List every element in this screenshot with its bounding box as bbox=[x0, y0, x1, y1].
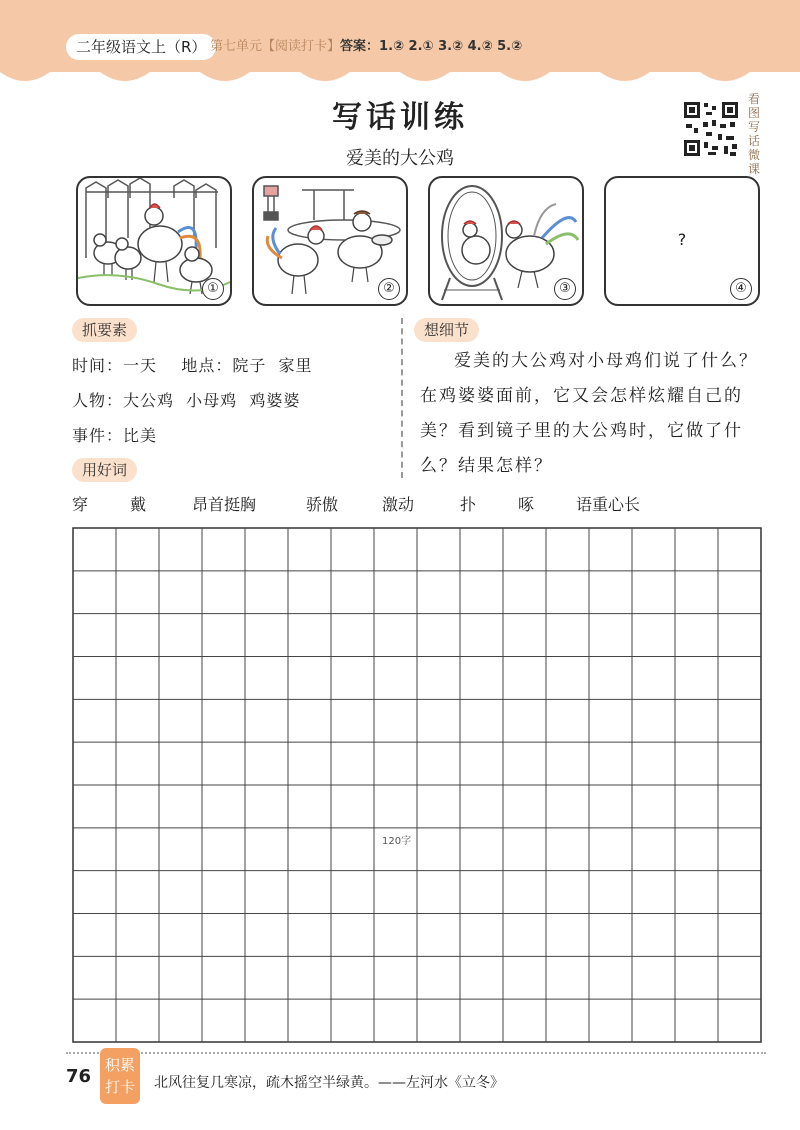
vocab-word: 啄 bbox=[518, 495, 535, 514]
page-subtitle: 爱美的大公鸡 bbox=[346, 148, 454, 169]
vocab-word: 扑 bbox=[460, 495, 477, 514]
page-number: 76 bbox=[66, 1066, 92, 1087]
panel-question: ? bbox=[677, 230, 687, 249]
picture-panel-4 bbox=[604, 176, 760, 306]
elements-tag: 抓要素 bbox=[72, 318, 137, 342]
qr-label: 看图写话微课 bbox=[748, 92, 761, 176]
vocab-tag: 用好词 bbox=[72, 458, 137, 482]
elements-line-characters: 人物：大公鸡 小母鸡 鸡婆婆 bbox=[72, 391, 301, 410]
details-tag: 想细节 bbox=[414, 318, 479, 342]
picture-panel-3 bbox=[428, 176, 584, 306]
vocab-word: 激动 bbox=[382, 495, 415, 514]
panel-number: ④ bbox=[730, 278, 752, 300]
writing-grid[interactable] bbox=[72, 527, 762, 1043]
qr-code-icon[interactable] bbox=[682, 100, 740, 158]
elements-line-time-place: 时间：一天 地点：院子 家里 bbox=[72, 356, 313, 375]
picture-panel-1 bbox=[76, 176, 232, 306]
answer-label: 答案： bbox=[340, 39, 380, 54]
panel-number: ① bbox=[202, 278, 224, 300]
panel-number: ② bbox=[378, 278, 400, 300]
details-text: 爱美的大公鸡对小母鸡们说了什么？在鸡婆婆面前，它又会怎样炫耀自己的美？看到镜子里的大公鸡时，它做了什么？结果怎样？ bbox=[420, 351, 758, 476]
picture-panel-2 bbox=[252, 176, 408, 306]
elements-line-event: 事件：比美 bbox=[72, 426, 158, 445]
page-title: 写话训练 bbox=[332, 100, 468, 135]
footer-poem: 北风往复几寒凉，疏木摇空半绿黄。——左河水《立冬》 bbox=[154, 1075, 504, 1091]
header-answer bbox=[210, 36, 522, 58]
vocab-word: 穿 bbox=[72, 495, 89, 514]
section-divider bbox=[401, 318, 403, 478]
footer-divider bbox=[66, 1052, 766, 1054]
vocab-word: 戴 bbox=[130, 495, 147, 514]
accumulate-badge: 积累打卡 bbox=[100, 1048, 140, 1104]
grade-label: 二年级语文上（R） bbox=[66, 34, 216, 60]
vocab-word: 语重心长 bbox=[576, 495, 641, 514]
vocab-word: 骄傲 bbox=[306, 495, 339, 514]
word-count-hint: 120字 bbox=[382, 836, 412, 847]
answer-prefix: 第七单元【阅读打卡】 bbox=[210, 39, 341, 54]
vocab-word: 昂首挺胸 bbox=[192, 495, 257, 514]
panel-number: ③ bbox=[554, 278, 576, 300]
answer-values: 1.② 2.① 3.② 4.② 5.② bbox=[379, 39, 523, 54]
